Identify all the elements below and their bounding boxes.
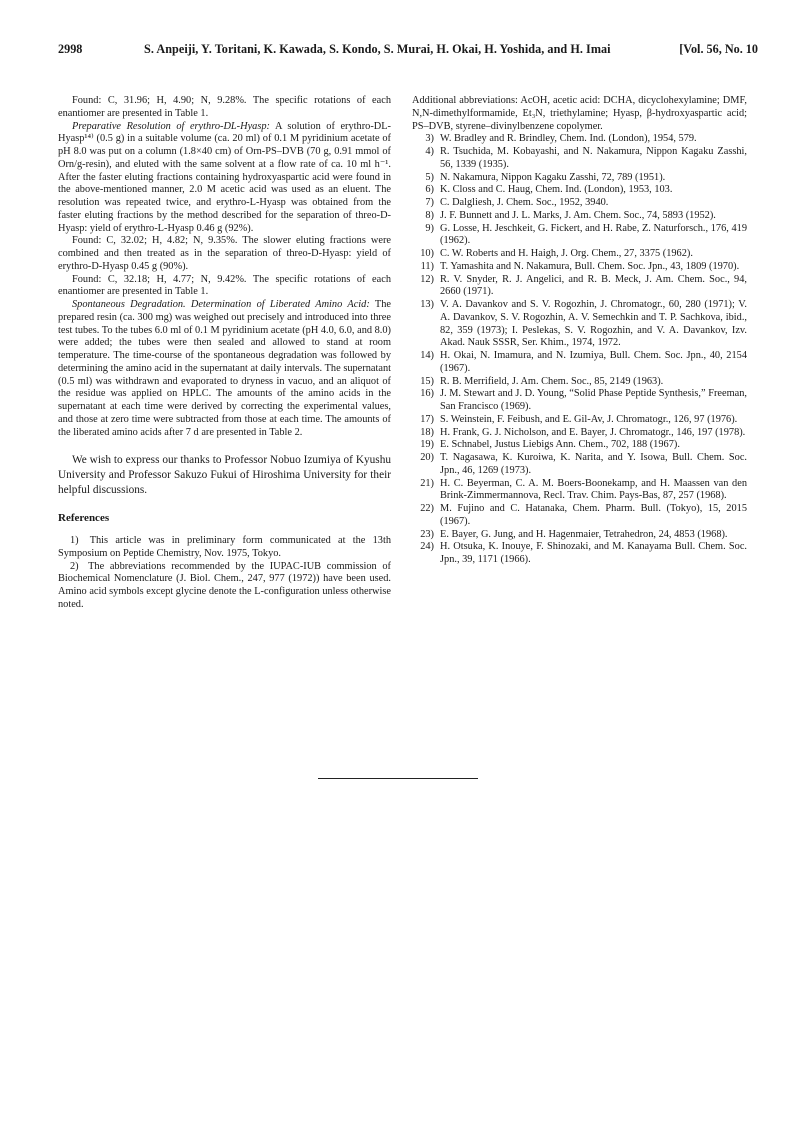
reference-1 — [58, 535, 391, 561]
reference-text: J. F. Bunnett and J. L. Marks, J. Am. Chem. Soc., 74, 5893 (1952). — [440, 209, 716, 221]
reference-20 — [412, 452, 747, 478]
reference-number: 20) — [420, 452, 434, 463]
reference-8 — [412, 210, 747, 223]
reference-10 — [412, 248, 747, 261]
paragraph-found-3: Found: C, 32.18; H, 4.77; N, 9.42%. The specific rotations of each enantiomer are presented in Table 1. — [58, 273, 391, 298]
reference-number: 18) — [420, 426, 434, 438]
reference-number: 7) — [425, 197, 434, 208]
reference-number: 22) — [420, 503, 434, 514]
reference-text: M. Fujino and C. Hatanaka, Chem. Pharm. Bull. (Tokyo), 15, 2015 (1967). — [440, 503, 747, 527]
reference-13 — [412, 299, 747, 350]
paragraph-preparative-resolution-body: A solution of erythro-DL-Hyasp¹⁴⁾ (0.5 g) in a suitable volume (ca. 20 ml) of 0.1 M pyridinium acetate of pH 8.0 was put on a column (1.8×40 cm) of Orn-PS–DVB (70 g, 0.91 mmol of Orn/g-resin), and eluted with the same solvent at a flow rate of ca. 10 ml h⁻¹. After the faster eluting fractions containing hydroxyaspartic acid were found in the above-mentioned manner, 2.0 M acetic acid was used as an eluent. The resolution was repeated twice, and erythro-L-Hyasp was obtained from the faster eluting fractions by the method described for the separation of threo-D-Hyasp: yield of erythro-L-Hyasp 0.46 g (92%). — [58, 120, 391, 234]
reference-text: V. A. Davankov and S. V. Rogozhin, J. Chromatogr., 60, 280 (1971); V. A. Davankov, S. V. Rogozhin, A. V. Semechkin and T. P. Sachkova, ibid., 82, 359 (1973); I. Peslekas, S. V. Rogozhin, and V. A. Davankov, Izv. Akad. Nauk SSSR, Ser. Khim., 1974, 1972. — [440, 299, 747, 349]
reference-text: E. Bayer, G. Jung, and H. Hagenmaier, Tetrahedron, 24, 4853 (1968). — [440, 528, 728, 540]
reference-text: H. Okai, N. Imamura, and N. Izumiya, Bull. Chem. Soc. Jpn., 40, 2154 (1967). — [440, 350, 747, 374]
paragraph-preparative-resolution — [58, 121, 391, 236]
references-heading: References — [58, 512, 110, 525]
reference-21 — [412, 478, 747, 504]
reference-4 — [412, 146, 747, 172]
reference-text: K. Closs and C. Haug, Chem. Ind. (London), 1953, 103. — [440, 184, 673, 196]
volume-info: [Vol. 56, No. 10 — [679, 42, 758, 56]
end-rule — [318, 778, 478, 779]
page-number: 2998 — [58, 42, 83, 56]
reference-number: 4) — [425, 146, 434, 157]
page-header — [58, 42, 758, 57]
reference-6 — [412, 184, 747, 197]
reference-18 — [412, 427, 747, 440]
reference-number: 23) — [420, 528, 434, 540]
reference-text: C. Dalgliesh, J. Chem. Soc., 1952, 3940. — [440, 197, 609, 208]
reference-2-continuation: Additional abbreviations: AcOH, acetic acid: DCHA, dicyclohexylamine; DMF, N,N-dimethylformamide, Et₃N, triethylamine; Hyasp, β-hydroxyaspartic acid; PS–DVB, styrene–divinylbenzene copolymer. — [412, 95, 747, 132]
reference-text: G. Losse, H. Jeschkeit, G. Fickert, and H. Rabe, Z. Naturforsch., 176, 419 (1962). — [440, 222, 747, 247]
reference-number: 1) — [70, 535, 79, 546]
right-column — [412, 95, 747, 567]
reference-text: C. W. Roberts and H. Haigh, J. Org. Chem., 27, 3375 (1962). — [440, 248, 693, 259]
reference-text: T. Nagasawa, K. Kuroiwa, K. Narita, and Y. Isowa, Bull. Chem. Soc. Jpn., 46, 1269 (1973). — [440, 452, 747, 476]
reference-number: 3) — [425, 133, 434, 145]
reference-text: H. Frank, G. J. Nicholson, and E. Bayer, J. Chromatogr., 146, 197 (1978). — [440, 426, 746, 438]
reference-text: R. Tsuchida, M. Kobayashi, and N. Nakamura, Nippon Kagaku Zasshi, 56, 1339 (1935). — [440, 146, 747, 170]
reference-number: 24) — [420, 541, 434, 553]
reference-number: 9) — [425, 222, 434, 234]
reference-text: S. Weinstein, F. Feibush, and E. Gil-Av, J. Chromatogr., 126, 97 (1976). — [440, 413, 738, 425]
reference-text: This article was in preliminary form communicated at the 13th Symposium on Peptide Chemistry, Nov. 1975, Tokyo. — [58, 535, 391, 559]
reference-24 — [412, 541, 747, 567]
reference-17 — [412, 414, 747, 427]
reference-text: R. B. Merrifield, J. Am. Chem. Soc., 85, 2149 (1963). — [440, 375, 664, 387]
reference-22 — [412, 503, 747, 529]
reference-text: E. Schnabel, Justus Liebigs Ann. Chem., 702, 188 (1967). — [440, 439, 680, 451]
paragraph-spontaneous-degradation-body: The prepared resin (ca. 300 mg) was weighed out precisely and introduced into three test tubes. To the tubes 6.0 ml of 0.1 M pyridinium acetate (pH 4.0, 6.0, and 8.0) were added; the tubes were then sealed and allowed to stand at room temperature. The time-course of the spontaneous degradation was followed by determining the amino acid in the supernatant at daily intervals. The supernatant (0.5 ml) was withdrawn and evaporated to dryness in vacuo, and an aliquot of the residue was applied on HPLC. The amounts of the amino acids in the supernatant at each time were derived by correcting the experimental values, and those at zero time were subtracted from those at each time. The amounts of the liberated amino acids after 7 d are presented in Table 2. — [58, 299, 391, 438]
reference-5 — [412, 172, 747, 185]
reference-number: 2) — [70, 560, 79, 572]
reference-number: 13) — [420, 299, 434, 310]
reference-number: 10) — [420, 248, 434, 259]
reference-number: 16) — [420, 388, 434, 400]
reference-number: 12) — [420, 273, 434, 285]
reference-9 — [412, 223, 747, 249]
reference-number: 11) — [420, 260, 434, 272]
reference-number: 15) — [420, 375, 434, 387]
reference-2 — [58, 561, 391, 612]
reference-text: H. C. Beyerman, C. A. M. Boers-Boonekamp, and H. Maassen van den Brink-Zimmermannova, Recl. Trav. Chim. Pays-Bas, 87, 257 (1968). — [440, 477, 747, 502]
reference-text: H. Otsuka, K. Inouye, F. Shinozaki, and M. Kanayama Bull. Chem. Soc. Jpn., 39, 1171 (1966). — [440, 541, 747, 565]
reference-11 — [412, 261, 747, 274]
section-title-preparative-resolution: Preparative Resolution of erythro-DL-Hyasp: — [72, 120, 270, 132]
reference-14 — [412, 350, 747, 376]
reference-3 — [412, 133, 747, 146]
reference-text: J. M. Stewart and J. D. Young, “Solid Phase Peptide Synthesis,” Freeman, San Francisco (1969). — [440, 388, 747, 412]
paragraph-found-2: Found: C, 32.02; H, 4.82; N, 9.35%. The slower eluting fractions were combined and then treated as in the separation of threo-D-Hyasp: yield of erythro-D-Hyasp 0.45 g (90%). — [58, 235, 391, 272]
reference-number: 19) — [420, 439, 434, 451]
reference-number: 17) — [420, 413, 434, 425]
reference-text: W. Bradley and R. Brindley, Chem. Ind. (London), 1954, 579. — [440, 133, 697, 145]
reference-number: 8) — [425, 209, 434, 221]
reference-number: 14) — [420, 350, 434, 361]
paragraph-spontaneous-degradation — [58, 299, 391, 439]
reference-number: 21) — [420, 477, 434, 489]
reference-text: T. Yamashita and N. Nakamura, Bull. Chem. Soc. Jpn., 43, 1809 (1970). — [440, 260, 740, 272]
reference-number: 6) — [425, 184, 434, 196]
reference-23 — [412, 529, 747, 542]
reference-text: R. V. Snyder, R. J. Angelici, and R. B. Meck, J. Am. Chem. Soc., 94, 2660 (1971). — [440, 273, 747, 298]
paragraph-found-1: Found: C, 31.96; H, 4.90; N, 9.28%. The specific rotations of each enantiomer are presented in Table 1. — [58, 95, 391, 119]
running-authors: S. Anpeiji, Y. Toritani, K. Kawada, S. Kondo, S. Murai, H. Okai, H. Yoshida, and H. Imai — [144, 42, 611, 56]
reference-15 — [412, 376, 747, 389]
reference-number: 5) — [425, 171, 434, 183]
reference-16 — [412, 388, 747, 414]
acknowledgments: We wish to express our thanks to Professor Nobuo Izumiya of Kyushu University and Professor Sakuzo Fukui of Hiroshima University for their helpful discussions. — [58, 454, 391, 497]
reference-7 — [412, 197, 747, 210]
left-column — [58, 95, 391, 612]
reference-text: N. Nakamura, Nippon Kagaku Zasshi, 72, 789 (1951). — [440, 171, 666, 183]
section-title-spontaneous-degradation: Spontaneous Degradation. Determination of Liberated Amino Acid: — [72, 299, 370, 310]
reference-12 — [412, 274, 747, 300]
reference-text: The abbreviations recommended by the IUPAC-IUB commission of Biochemical Nomenclature (J. Biol. Chem., 247, 977 (1972)) have been used. Amino acid symbols except glycine denote the L-configuration unless otherwise noted. — [58, 560, 391, 610]
reference-19 — [412, 439, 747, 452]
